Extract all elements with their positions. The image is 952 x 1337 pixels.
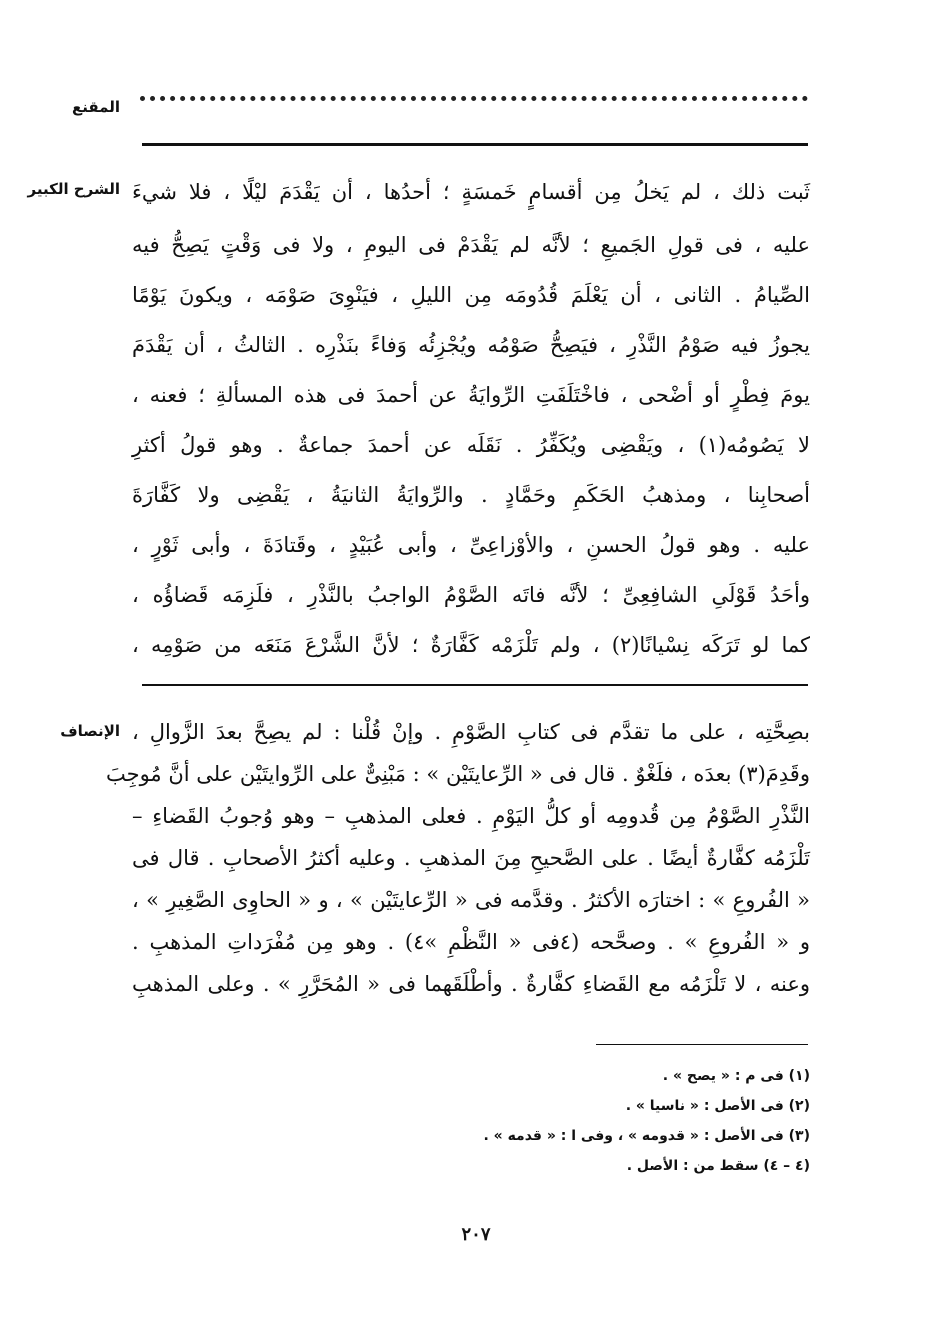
header-book-title: المقنع [72, 98, 120, 116]
sharh-line: عليه ، فى قولِ الجَميعِ ؛ لأنَّه لم يَقْدَمْ فى اليومِ ، ولا فى وَقْتٍ يَصِحُّ فيه [132, 233, 810, 257]
sharh-line: الصِّيامُ . الثانى ، أن يَعْلَمَ قُدُومَه مِن الليلِ ، فيَنْوِىَ صَوْمَه ، ويكونَ يَوْمًا [132, 283, 810, 307]
insaf-line: النَّذْرِ الصَّوْمُ مِن قُدومِه أو كلُّ اليَوْمِ . فعلى المذهبِ – وهو وُجوبُ القَضاءِ – [132, 804, 810, 828]
sharh-line: ثَبت ذلك ، لم يَخلُ مِن أقسامٍ خَمسَةٍ ؛ أحدُها ، أن يَقْدَمَ ليْلًا ، فلا شيءَ [132, 180, 810, 204]
footnote: (٤ – ٤) سقط من : الأصل . [626, 1158, 810, 1174]
insaf-section-label: الإنصاف [60, 722, 120, 740]
insaf-line: بصِحَّتِه ، على ما تقدَّم فى كتابِ الصَّوْمِ . وإنْ قُلْنا : لم يصِحَّ بعدَ الزَّوالِ ، [132, 720, 810, 744]
insaf-line: وقَدِمَ(٣) بعدَه ، فلَغْوٌ . قال فى « الرِّعايتَيْن » : مَبْنِىٌّ على الرِّوايتَيْن على أنَّ مُوجِبَ [105, 762, 810, 786]
sharh-line: يومَ فِطْرٍ أو أضْحى ، فاخْتَلَفَتِ الرِّوايَةُ عن أحمدَ فى هذه المسألةِ ؛ فعنه ، [132, 383, 810, 407]
sharh-line: يجوزُ فيه صَوْمُ النَّذْرِ ، فيَصِحُّ صَوْمُه ويُجْزِئُه وَفاءً بنَذْرِه . الثالثُ ، أن يَقْدَمَ [132, 333, 810, 357]
footnote: (٣) فى الأصل : « قدومه » ، وفى ا : « قدمه » . [483, 1128, 810, 1144]
footnote-rule [596, 1044, 808, 1045]
sharh-line: كما لو تَرَكَه نِسْيانًا(٢) ، ولم تَلْزَمْه كَفَّارَةٌ ؛ لأنَّ الشَّرْعَ مَنَعَه من صَوْمِه ، [132, 633, 810, 657]
header-dotted-rule [140, 96, 808, 101]
insaf-line: وعنه ، لا تَلْزَمُه مع القَضاءِ كفَّارةٌ . وأطْلَقَهما فى « المُحَرَّرِ » . وعلى المذهبِ [132, 972, 810, 996]
insaf-line: « الفُروعِ » : اختارَه الأكثرُ . وقدَّمه فى « الرِّعايتَيْن » ، و « الحاوِى الصَّغِيرِ » ، [132, 888, 810, 912]
sharh-line: أصحابِنا ، ومذهبُ الحَكَمِ وحَمَّادٍ . والرِّوايَةُ الثانيَةُ ، يَقْضِى ولا كَفَّارَةَ [132, 483, 810, 507]
sharh-line: لا يَصُومُه(١) ، ويَقْضِى ويُكَفِّرُ . نَقَلَه عن أحمدَ جماعةٌ . وهو قولُ أكثرِ [132, 433, 810, 457]
footnote: (١) فى م : « يصح » . [662, 1068, 810, 1084]
sharh-line: عليه . وهو قولُ الحسنِ ، والأوْزاعِىِّ ، وأبى عُبَيْدٍ ، وقَتادَةَ ، وأبى ثَوْرٍ ، [132, 533, 810, 557]
insaf-line: و « الفُروعِ » . وصحَّحه (٤فى « النَّظْمِ »٤) . وهو مِن مُفْرَداتِ المذهبِ . [132, 930, 810, 954]
sharh-section-label: الشرح الكبير [27, 180, 120, 198]
insaf-line: تَلْزَمُه كفَّارةٌ أيضًا . على الصَّحيحِ مِنَ المذهبِ . وعليه أكثرُ الأصحابِ . قال فى [132, 846, 810, 870]
section-divider [142, 684, 808, 686]
footnote: (٢) فى الأصل : « ناسيا » . [625, 1098, 810, 1114]
sharh-line: وأحَدُ قَوْلَىِ الشافِعِىِّ ؛ لأنَّه فاتَه الصَّوْمُ الواجبُ بالنَّذْرِ ، فلَزِمَه قَضاؤُه ، [132, 583, 810, 607]
header-rule [142, 143, 808, 146]
page-number: ٢٠٧ [461, 1224, 491, 1245]
